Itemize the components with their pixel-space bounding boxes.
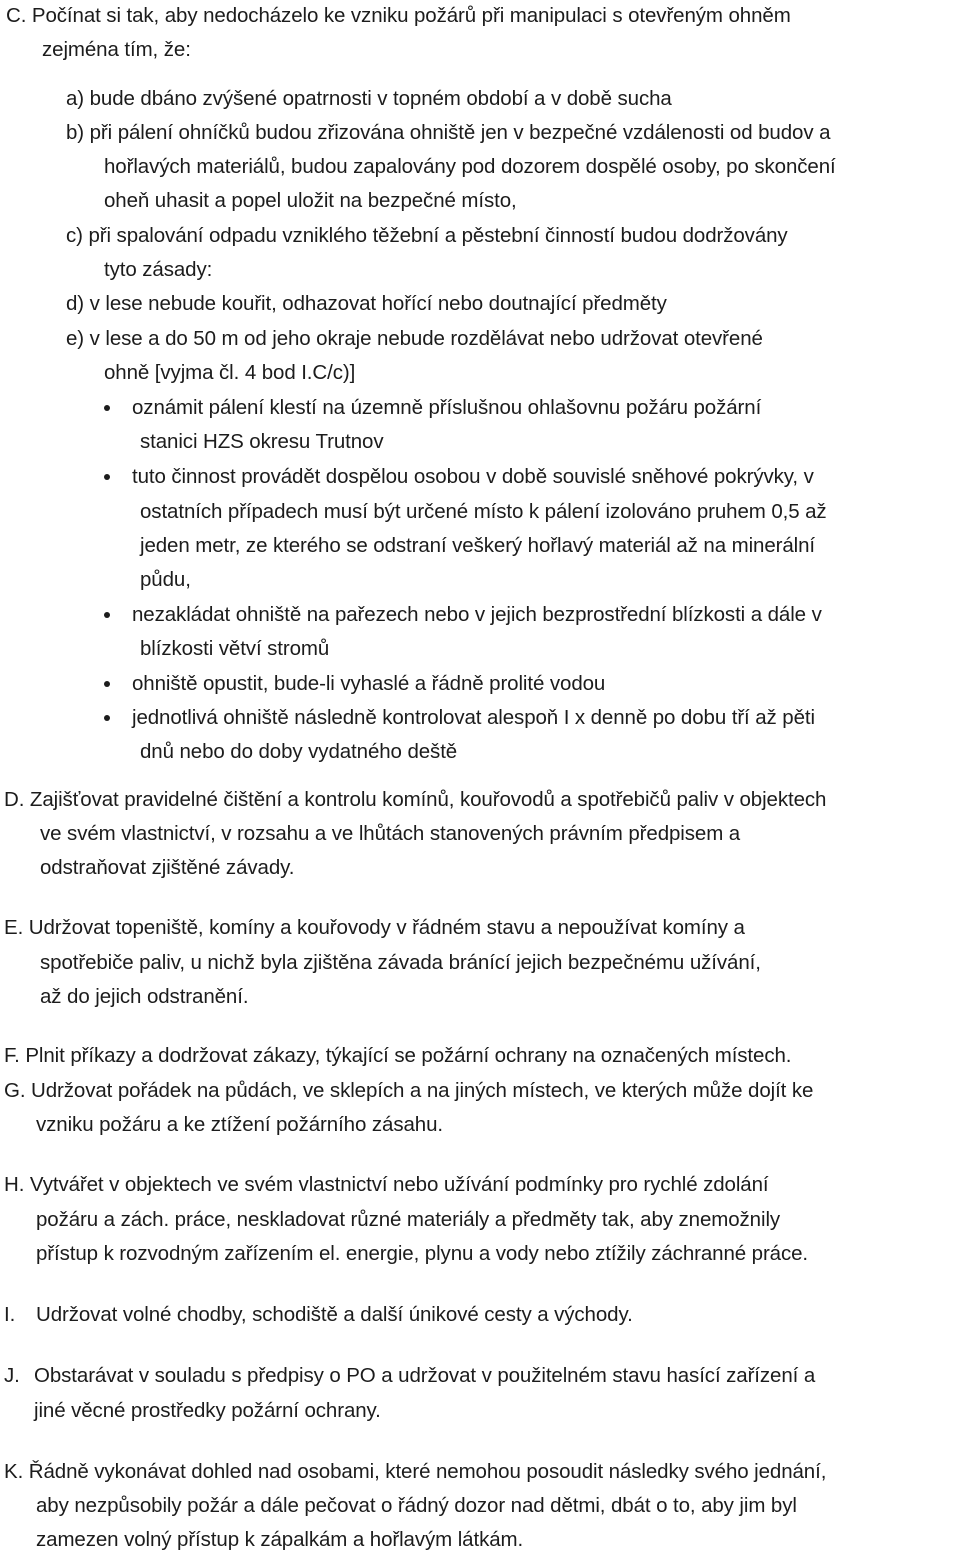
section-f-line: F. Plnit příkazy a dodržovat zákazy, týkající se požární ochrany na označených místech. [4,1044,792,1067]
bullet-item-cont: ostatních případech musí být určené místo k pálení izolováno pruhem 0,5 až [140,500,827,523]
bullet-item-cont: dnů nebo do doby vydatného deště [140,740,458,763]
bullet-item-cont: půdu, [140,568,191,591]
section-e-line: E. Udržovat topeniště, komíny a kouřovody v řádném stavu a nepoužívat komíny a [4,916,745,939]
section-j-line: Obstarávat v souladu s předpisy o PO a udržovat v použitelném stavu hasící zařízení a [34,1364,816,1387]
item-e-cont: ohně [vyjma čl. 4 bod I.C/c)] [104,361,356,384]
section-j-letter: J. [4,1364,20,1387]
section-d-line: odstraňovat zjištěné závady. [40,856,295,879]
section-e-line: až do jejich odstranění. [40,985,249,1008]
bullet-item: ohniště opustit, bude-li vyhaslé a řádně prolité vodou [132,672,606,695]
bullet-icon [104,405,110,411]
section-k-line: aby nezpůsobily požár a dále pečovat o řádný dozor nad dětmi, dbát o to, aby jim byl [36,1494,797,1517]
item-b-cont: oheň uhasit a popel uložit na bezpečné místo, [104,189,517,212]
section-i-letter: I. [4,1303,16,1326]
section-d-line: D. Zajišťovat pravidelné čištění a kontrolu komínů, kouřovodů a spotřebičů paliv v objektech [4,788,827,811]
bullet-icon [104,681,110,687]
bullet-item: tuto činnost provádět dospělou osobou v době souvislé sněhové pokrývky, v [132,465,814,488]
item-a: a) bude dbáno zvýšené opatrnosti v topném období a v době sucha [66,87,672,110]
section-h-line: přístup k rozvodným zařízením el. energie, plynu a vody nebo ztížily záchranné práce. [36,1242,809,1265]
item-b: b) při pálení ohníčků budou zřizována ohniště jen v bezpečné vzdálenosti od budov a [66,121,831,144]
bullet-item: nezakládat ohniště na pařezech nebo v jejich bezprostřední blízkosti a dále v [132,603,822,626]
section-h-line: požáru a zách. práce, neskladovat různé materiály a předměty tak, aby znemožnily [36,1208,781,1231]
item-c-cont: tyto zásady: [104,258,213,281]
section-c-heading: C. Počínat si tak, aby nedocházelo ke vzniku požárů při manipulaci s otevřeným ohněm [6,4,791,27]
item-e: e) v lese a do 50 m od jeho okraje nebude rozdělávat nebo udržovat otevřené [66,327,763,350]
bullet-icon [104,715,110,721]
section-g-line: G. Udržovat pořádek na půdách, ve sklepích a na jiných místech, ve kterých může dojít ke [4,1079,814,1102]
bullet-icon [104,474,110,480]
section-k-line: K. Řádně vykonávat dohled nad osobami, které nemohou posoudit následky svého jednání, [4,1460,827,1483]
item-b-cont: hořlavých materiálů, budou zapalovány pod dozorem dospělé osoby, po skončení [104,155,836,178]
item-d: d) v lese nebude kouřit, odhazovat hořící nebo doutnající předměty [66,292,667,315]
section-i-line: Udržovat volné chodby, schodiště a další únikové cesty a východy. [36,1303,633,1326]
bullet-item-cont: jeden metr, ze kterého se odstraní veškerý hořlavý materiál až na minerální [140,534,816,557]
section-c-heading-cont: zejména tím, že: [42,38,191,61]
section-e-line: spotřebiče paliv, u nichž byla zjištěna závada bránící jejich bezpečnému užívání, [40,951,761,974]
bullet-item: oznámit pálení klestí na územně příslušnou ohlašovnu požáru požární [132,396,762,419]
section-j-line: jiné věcné prostředky požární ochrany. [34,1399,381,1422]
bullet-icon [104,612,110,618]
section-h-line: H. Vytvářet v objektech ve svém vlastnictví nebo užívání podmínky pro rychlé zdolání [4,1173,769,1196]
item-c: c) při spalování odpadu vzniklého těžební a pěstební činností budou dodržovány [66,224,788,247]
bullet-item-cont: blízkosti větví stromů [140,637,330,660]
section-g-line: vzniku požáru a ke ztížení požárního zásahu. [36,1113,443,1136]
bullet-item-cont: stanici HZS okresu Trutnov [140,430,384,453]
section-k-line: zamezen volný přístup k zápalkám a hořlavým látkám. [36,1528,524,1551]
bullet-item: jednotlivá ohniště následně kontrolovat alespoň I x denně po dobu tří až pěti [132,706,815,729]
section-d-line: ve svém vlastnictví, v rozsahu a ve lhůtách stanovených právním předpisem a [40,822,741,845]
